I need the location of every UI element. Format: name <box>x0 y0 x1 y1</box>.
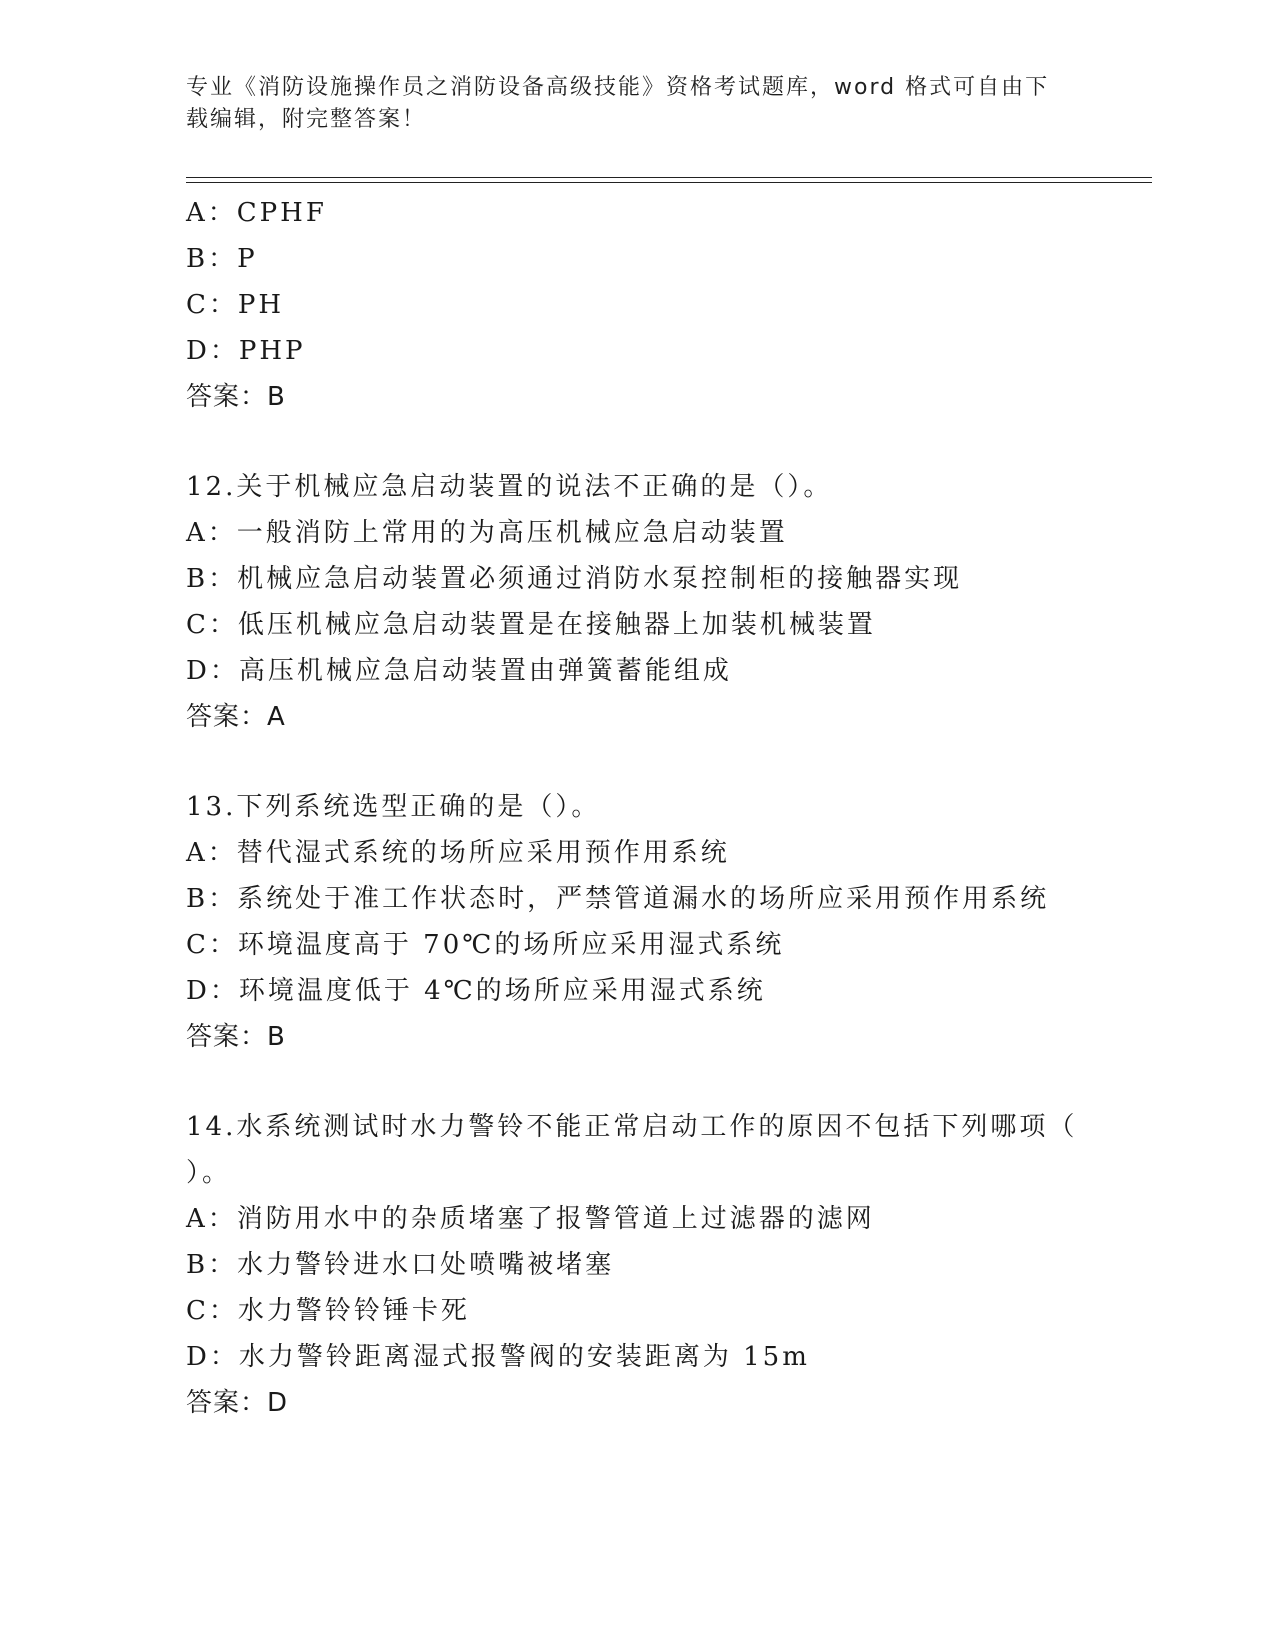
question-list <box>186 190 1146 1426</box>
answer-line: 答案：B <box>186 382 286 412</box>
option-c: C：水力警铃铃锤卡死 <box>186 1296 470 1326</box>
option-b: B：P <box>186 244 258 274</box>
question-12 <box>186 464 1146 740</box>
option-a: A：消防用水中的杂质堵塞了报警管道上过滤器的滤网 <box>186 1204 875 1234</box>
option-d: D：高压机械应急启动装置由弹簧蓄能组成 <box>186 656 732 686</box>
option-a: A：CPHF <box>186 198 327 228</box>
option-b: B：机械应急启动装置必须通过消防水泵控制柜的接触器实现 <box>186 564 963 594</box>
option-d: D：水力警铃距离湿式报警阀的安装距离为 15m <box>186 1342 810 1372</box>
answer-line: 答案：D <box>186 1388 289 1418</box>
answer-line: 答案：B <box>186 1022 286 1052</box>
question-text-line-1: 14.水系统测试时水力警铃不能正常启动工作的原因不包括下列哪项（ <box>186 1112 1078 1142</box>
option-d: D：PHP <box>186 336 306 366</box>
question-11 <box>186 190 1146 420</box>
question-text: 13.下列系统选型正确的是（）。 <box>186 792 601 822</box>
header-divider-top <box>186 177 1152 178</box>
header-line-2: 载编辑，附完整答案！ <box>186 107 427 132</box>
option-b: B：系统处于准工作状态时，严禁管道漏水的场所应采用预作用系统 <box>186 884 1050 914</box>
option-c: C：低压机械应急启动装置是在接触器上加装机械装置 <box>186 610 876 640</box>
option-d: D：环境温度低于 4℃的场所应采用湿式系统 <box>186 976 766 1006</box>
spacer <box>186 740 1146 784</box>
option-b: B：水力警铃进水口处喷嘴被堵塞 <box>186 1250 615 1280</box>
option-a: A：替代湿式系统的场所应采用预作用系统 <box>186 838 730 868</box>
header-line-1: 专业《消防设施操作员之消防设备高级技能》资格考试题库，word 格式可自由下 <box>186 75 1050 100</box>
question-text-line-2: ）。 <box>186 1158 232 1188</box>
option-c: C：PH <box>186 290 285 320</box>
question-text: 12.关于机械应急启动装置的说法不正确的是（）。 <box>186 472 833 502</box>
option-c: C：环境温度高于 70℃的场所应采用湿式系统 <box>186 930 785 960</box>
spacer <box>186 1060 1146 1104</box>
option-a: A：一般消防上常用的为高压机械应急启动装置 <box>186 518 788 548</box>
question-14 <box>186 1104 1146 1426</box>
spacer <box>186 420 1146 464</box>
question-13 <box>186 784 1146 1060</box>
document-header <box>186 72 1066 136</box>
answer-line: 答案：A <box>186 702 286 732</box>
header-divider-bottom <box>186 182 1152 183</box>
